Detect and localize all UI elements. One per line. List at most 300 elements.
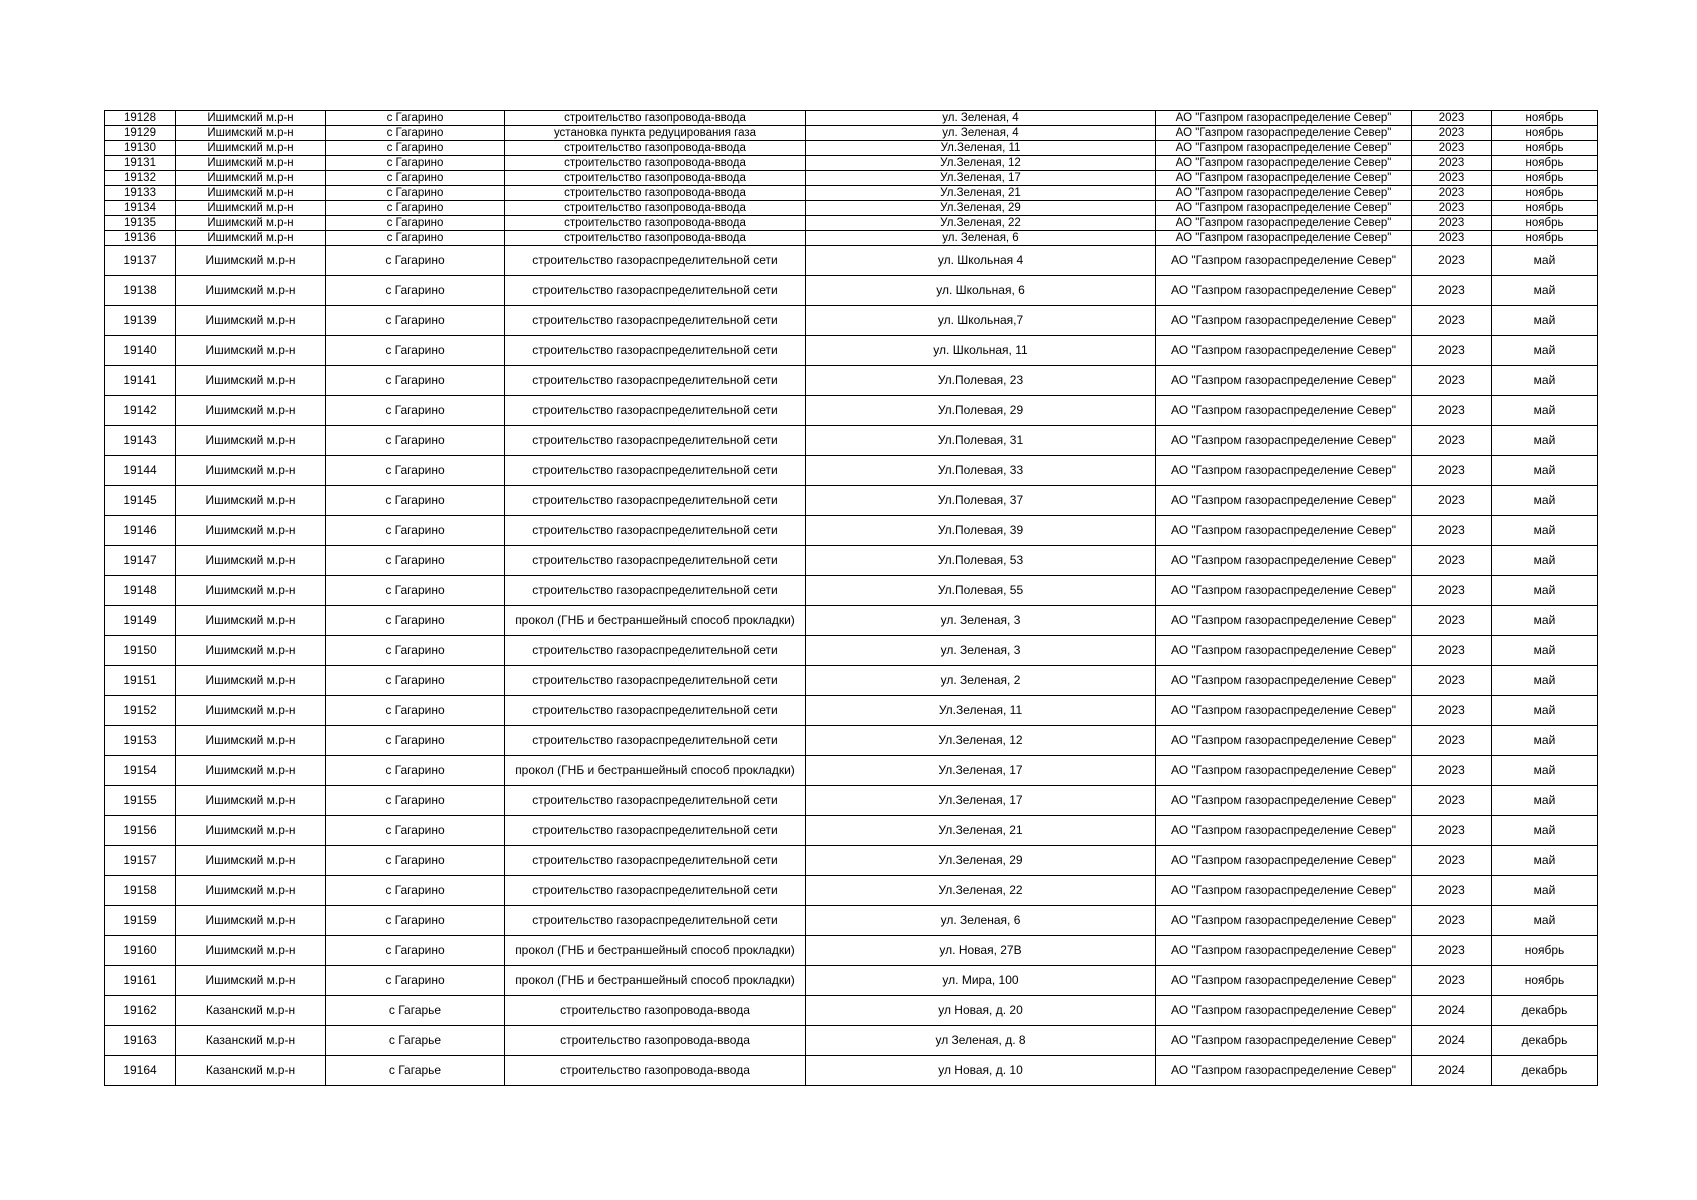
table-row bbox=[105, 876, 1598, 906]
cell-organization: АО "Газпром газораспределение Север" bbox=[1156, 996, 1412, 1026]
cell-organization: АО "Газпром газораспределение Север" bbox=[1156, 546, 1412, 576]
cell-work-type: строительство газораспределительной сети bbox=[505, 486, 806, 516]
cell-settlement: с Гагарино bbox=[326, 876, 505, 906]
cell-address: ул Новая, д. 20 bbox=[806, 996, 1156, 1026]
table-row bbox=[105, 171, 1598, 186]
cell-work-type: строительство газораспределительной сети bbox=[505, 876, 806, 906]
cell-organization: АО "Газпром газораспределение Север" bbox=[1156, 276, 1412, 306]
cell-settlement: с Гагарино bbox=[326, 486, 505, 516]
cell-address: ул Зеленая, д. 8 bbox=[806, 1026, 1156, 1056]
cell-work-type: строительство газопровода-ввода bbox=[505, 111, 806, 126]
cell-district: Ишимский м.р-н bbox=[176, 396, 326, 426]
cell-record-number: 19132 bbox=[105, 171, 176, 186]
cell-month: май bbox=[1492, 336, 1598, 366]
cell-month: май bbox=[1492, 306, 1598, 336]
cell-organization: АО "Газпром газораспределение Север" bbox=[1156, 1056, 1412, 1086]
cell-work-type: прокол (ГНБ и бестраншейный способ прокладки) bbox=[505, 966, 806, 996]
table-row bbox=[105, 216, 1598, 231]
cell-year: 2023 bbox=[1412, 936, 1492, 966]
cell-address: Ул.Зеленая, 21 bbox=[806, 816, 1156, 846]
cell-district: Ишимский м.р-н bbox=[176, 246, 326, 276]
cell-settlement: с Гагарино bbox=[326, 756, 505, 786]
cell-district: Ишимский м.р-н bbox=[176, 141, 326, 156]
cell-settlement: с Гагарино bbox=[326, 666, 505, 696]
cell-record-number: 19131 bbox=[105, 156, 176, 171]
table-row bbox=[105, 486, 1598, 516]
table-row bbox=[105, 111, 1598, 126]
cell-address: ул. Школьная,7 bbox=[806, 306, 1156, 336]
cell-district: Ишимский м.р-н bbox=[176, 816, 326, 846]
cell-record-number: 19161 bbox=[105, 966, 176, 996]
cell-settlement: с Гагарино bbox=[326, 846, 505, 876]
cell-record-number: 19145 bbox=[105, 486, 176, 516]
cell-record-number: 19133 bbox=[105, 186, 176, 201]
cell-settlement: с Гагарино bbox=[326, 726, 505, 756]
cell-district: Ишимский м.р-н bbox=[176, 366, 326, 396]
cell-work-type: строительство газораспределительной сети bbox=[505, 816, 806, 846]
cell-month: май bbox=[1492, 756, 1598, 786]
cell-month: май bbox=[1492, 786, 1598, 816]
cell-district: Ишимский м.р-н bbox=[176, 276, 326, 306]
cell-year: 2023 bbox=[1412, 516, 1492, 546]
cell-year: 2023 bbox=[1412, 186, 1492, 201]
cell-address: Ул.Зеленая, 29 bbox=[806, 846, 1156, 876]
cell-organization: АО "Газпром газораспределение Север" bbox=[1156, 456, 1412, 486]
cell-year: 2023 bbox=[1412, 201, 1492, 216]
cell-address: ул. Школьная, 11 bbox=[806, 336, 1156, 366]
cell-month: ноябрь bbox=[1492, 231, 1598, 246]
table-row bbox=[105, 156, 1598, 171]
cell-year: 2023 bbox=[1412, 426, 1492, 456]
table-row bbox=[105, 276, 1598, 306]
cell-year: 2024 bbox=[1412, 1056, 1492, 1086]
data-table bbox=[104, 110, 1598, 1086]
table-row bbox=[105, 306, 1598, 336]
cell-address: ул. Зеленая, 6 bbox=[806, 231, 1156, 246]
cell-organization: АО "Газпром газораспределение Север" bbox=[1156, 636, 1412, 666]
cell-settlement: с Гагарино bbox=[326, 816, 505, 846]
cell-address: ул. Зеленая, 6 bbox=[806, 906, 1156, 936]
cell-settlement: с Гагарино bbox=[326, 366, 505, 396]
cell-year: 2023 bbox=[1412, 111, 1492, 126]
cell-organization: АО "Газпром газораспределение Север" bbox=[1156, 966, 1412, 996]
cell-month: ноябрь bbox=[1492, 936, 1598, 966]
cell-address: Ул.Полевая, 31 bbox=[806, 426, 1156, 456]
cell-district: Ишимский м.р-н bbox=[176, 876, 326, 906]
cell-work-type: строительство газопровода-ввода bbox=[505, 141, 806, 156]
cell-month: ноябрь bbox=[1492, 171, 1598, 186]
cell-district: Ишимский м.р-н bbox=[176, 906, 326, 936]
table-row bbox=[105, 1056, 1598, 1086]
cell-address: Ул.Зеленая, 17 bbox=[806, 171, 1156, 186]
cell-record-number: 19152 bbox=[105, 696, 176, 726]
cell-month: май bbox=[1492, 516, 1598, 546]
cell-work-type: строительство газораспределительной сети bbox=[505, 516, 806, 546]
cell-record-number: 19156 bbox=[105, 816, 176, 846]
cell-district: Ишимский м.р-н bbox=[176, 171, 326, 186]
table-row bbox=[105, 846, 1598, 876]
table-row bbox=[105, 396, 1598, 426]
cell-organization: АО "Газпром газораспределение Север" bbox=[1156, 336, 1412, 366]
cell-month: май bbox=[1492, 396, 1598, 426]
cell-record-number: 19130 bbox=[105, 141, 176, 156]
cell-year: 2023 bbox=[1412, 816, 1492, 846]
cell-record-number: 19140 bbox=[105, 336, 176, 366]
cell-address: Ул.Полевая, 23 bbox=[806, 366, 1156, 396]
cell-work-type: строительство газопровода-ввода bbox=[505, 1056, 806, 1086]
cell-record-number: 19151 bbox=[105, 666, 176, 696]
table-row bbox=[105, 906, 1598, 936]
cell-district: Ишимский м.р-н bbox=[176, 216, 326, 231]
table-row bbox=[105, 426, 1598, 456]
cell-month: ноябрь bbox=[1492, 111, 1598, 126]
cell-organization: АО "Газпром газораспределение Север" bbox=[1156, 201, 1412, 216]
cell-record-number: 19158 bbox=[105, 876, 176, 906]
cell-organization: АО "Газпром газораспределение Север" bbox=[1156, 231, 1412, 246]
table-row bbox=[105, 696, 1598, 726]
cell-work-type: строительство газопровода-ввода bbox=[505, 216, 806, 231]
table-row bbox=[105, 966, 1598, 996]
cell-work-type: строительство газопровода-ввода bbox=[505, 156, 806, 171]
cell-year: 2023 bbox=[1412, 366, 1492, 396]
cell-address: ул. Школьная 4 bbox=[806, 246, 1156, 276]
cell-address: Ул.Зеленая, 17 bbox=[806, 786, 1156, 816]
cell-record-number: 19139 bbox=[105, 306, 176, 336]
cell-settlement: с Гагарино bbox=[326, 576, 505, 606]
cell-organization: АО "Газпром газораспределение Север" bbox=[1156, 1026, 1412, 1056]
cell-record-number: 19135 bbox=[105, 216, 176, 231]
cell-address: ул. Зеленая, 3 bbox=[806, 636, 1156, 666]
cell-settlement: с Гагарино bbox=[326, 246, 505, 276]
cell-settlement: с Гагарино bbox=[326, 516, 505, 546]
cell-month: май bbox=[1492, 546, 1598, 576]
cell-work-type: строительство газопровода-ввода bbox=[505, 231, 806, 246]
cell-record-number: 19146 bbox=[105, 516, 176, 546]
cell-address: Ул.Полевая, 33 bbox=[806, 456, 1156, 486]
cell-address: Ул.Полевая, 37 bbox=[806, 486, 1156, 516]
cell-district: Ишимский м.р-н bbox=[176, 576, 326, 606]
cell-district: Ишимский м.р-н bbox=[176, 201, 326, 216]
cell-year: 2023 bbox=[1412, 231, 1492, 246]
cell-district: Ишимский м.р-н bbox=[176, 786, 326, 816]
cell-settlement: с Гагарино bbox=[326, 696, 505, 726]
cell-organization: АО "Газпром газораспределение Север" bbox=[1156, 816, 1412, 846]
cell-district: Ишимский м.р-н bbox=[176, 846, 326, 876]
cell-district: Ишимский м.р-н bbox=[176, 696, 326, 726]
cell-record-number: 19136 bbox=[105, 231, 176, 246]
cell-year: 2023 bbox=[1412, 246, 1492, 276]
cell-district: Казанский м.р-н bbox=[176, 1026, 326, 1056]
cell-address: Ул.Полевая, 55 bbox=[806, 576, 1156, 606]
cell-year: 2023 bbox=[1412, 576, 1492, 606]
cell-record-number: 19159 bbox=[105, 906, 176, 936]
cell-address: Ул.Полевая, 39 bbox=[806, 516, 1156, 546]
table-row bbox=[105, 456, 1598, 486]
cell-settlement: с Гагарино bbox=[326, 906, 505, 936]
cell-record-number: 19138 bbox=[105, 276, 176, 306]
cell-address: ул. Новая, 27В bbox=[806, 936, 1156, 966]
cell-address: ул. Зеленая, 4 bbox=[806, 126, 1156, 141]
cell-year: 2023 bbox=[1412, 171, 1492, 186]
table-row bbox=[105, 201, 1598, 216]
cell-settlement: с Гагарино bbox=[326, 231, 505, 246]
cell-organization: АО "Газпром газораспределение Север" bbox=[1156, 696, 1412, 726]
cell-record-number: 19137 bbox=[105, 246, 176, 276]
cell-month: ноябрь bbox=[1492, 186, 1598, 201]
table-row bbox=[105, 246, 1598, 276]
cell-address: Ул.Зеленая, 12 bbox=[806, 156, 1156, 171]
cell-year: 2023 bbox=[1412, 636, 1492, 666]
cell-record-number: 19153 bbox=[105, 726, 176, 756]
cell-year: 2024 bbox=[1412, 1026, 1492, 1056]
cell-settlement: с Гагарино bbox=[326, 126, 505, 141]
cell-organization: АО "Газпром газораспределение Север" bbox=[1156, 186, 1412, 201]
cell-record-number: 19134 bbox=[105, 201, 176, 216]
cell-year: 2023 bbox=[1412, 141, 1492, 156]
cell-record-number: 19164 bbox=[105, 1056, 176, 1086]
cell-year: 2023 bbox=[1412, 396, 1492, 426]
cell-work-type: строительство газораспределительной сети bbox=[505, 456, 806, 486]
cell-record-number: 19154 bbox=[105, 756, 176, 786]
cell-work-type: прокол (ГНБ и бестраншейный способ прокладки) bbox=[505, 936, 806, 966]
table-row bbox=[105, 666, 1598, 696]
cell-organization: АО "Газпром газораспределение Север" bbox=[1156, 426, 1412, 456]
cell-address: ул Новая, д. 10 bbox=[806, 1056, 1156, 1086]
cell-record-number: 19149 bbox=[105, 606, 176, 636]
cell-month: ноябрь bbox=[1492, 216, 1598, 231]
table-row bbox=[105, 636, 1598, 666]
cell-work-type: строительство газораспределительной сети bbox=[505, 696, 806, 726]
cell-district: Ишимский м.р-н bbox=[176, 516, 326, 546]
cell-work-type: строительство газопровода-ввода bbox=[505, 1026, 806, 1056]
cell-settlement: с Гагарино bbox=[326, 336, 505, 366]
cell-month: май bbox=[1492, 456, 1598, 486]
cell-month: май bbox=[1492, 366, 1598, 396]
cell-district: Ишимский м.р-н bbox=[176, 966, 326, 996]
cell-month: май bbox=[1492, 426, 1598, 456]
cell-work-type: строительство газораспределительной сети bbox=[505, 726, 806, 756]
cell-work-type: строительство газораспределительной сети bbox=[505, 546, 806, 576]
cell-district: Ишимский м.р-н bbox=[176, 426, 326, 456]
cell-organization: АО "Газпром газораспределение Север" bbox=[1156, 171, 1412, 186]
cell-address: ул. Зеленая, 4 bbox=[806, 111, 1156, 126]
cell-work-type: прокол (ГНБ и бестраншейный способ прокладки) bbox=[505, 606, 806, 636]
cell-record-number: 19155 bbox=[105, 786, 176, 816]
cell-year: 2023 bbox=[1412, 756, 1492, 786]
cell-organization: АО "Газпром газораспределение Север" bbox=[1156, 726, 1412, 756]
cell-district: Ишимский м.р-н bbox=[176, 126, 326, 141]
cell-year: 2023 bbox=[1412, 216, 1492, 231]
cell-work-type: строительство газораспределительной сети bbox=[505, 906, 806, 936]
cell-month: ноябрь bbox=[1492, 156, 1598, 171]
cell-year: 2023 bbox=[1412, 876, 1492, 906]
table-row bbox=[105, 606, 1598, 636]
cell-district: Казанский м.р-н bbox=[176, 996, 326, 1026]
cell-record-number: 19150 bbox=[105, 636, 176, 666]
cell-month: май bbox=[1492, 486, 1598, 516]
cell-year: 2023 bbox=[1412, 726, 1492, 756]
cell-year: 2023 bbox=[1412, 966, 1492, 996]
cell-settlement: с Гагарино bbox=[326, 966, 505, 996]
table-row bbox=[105, 126, 1598, 141]
cell-settlement: с Гагарино bbox=[326, 636, 505, 666]
cell-address: ул. Зеленая, 2 bbox=[806, 666, 1156, 696]
cell-year: 2023 bbox=[1412, 156, 1492, 171]
table-row bbox=[105, 186, 1598, 201]
cell-record-number: 19143 bbox=[105, 426, 176, 456]
cell-organization: АО "Газпром газораспределение Север" bbox=[1156, 141, 1412, 156]
cell-organization: АО "Газпром газораспределение Север" bbox=[1156, 216, 1412, 231]
table-body bbox=[105, 111, 1598, 1086]
cell-year: 2023 bbox=[1412, 126, 1492, 141]
cell-year: 2023 bbox=[1412, 306, 1492, 336]
cell-record-number: 19141 bbox=[105, 366, 176, 396]
table-row bbox=[105, 786, 1598, 816]
cell-district: Ишимский м.р-н bbox=[176, 726, 326, 756]
cell-month: май bbox=[1492, 576, 1598, 606]
cell-district: Ишимский м.р-н bbox=[176, 546, 326, 576]
cell-work-type: строительство газораспределительной сети bbox=[505, 396, 806, 426]
table-row bbox=[105, 336, 1598, 366]
cell-organization: АО "Газпром газораспределение Север" bbox=[1156, 576, 1412, 606]
cell-month: ноябрь bbox=[1492, 141, 1598, 156]
table-row bbox=[105, 756, 1598, 786]
cell-record-number: 19142 bbox=[105, 396, 176, 426]
table-row bbox=[105, 366, 1598, 396]
cell-organization: АО "Газпром газораспределение Север" bbox=[1156, 396, 1412, 426]
cell-address: ул. Школьная, 6 bbox=[806, 276, 1156, 306]
cell-work-type: строительство газопровода-ввода bbox=[505, 186, 806, 201]
cell-district: Ишимский м.р-н bbox=[176, 666, 326, 696]
cell-settlement: с Гагарино bbox=[326, 141, 505, 156]
cell-address: Ул.Зеленая, 17 bbox=[806, 756, 1156, 786]
cell-work-type: строительство газораспределительной сети bbox=[505, 366, 806, 396]
cell-year: 2023 bbox=[1412, 906, 1492, 936]
cell-settlement: с Гагарино bbox=[326, 936, 505, 966]
cell-district: Ишимский м.р-н bbox=[176, 306, 326, 336]
table-row bbox=[105, 1026, 1598, 1056]
cell-organization: АО "Газпром газораспределение Север" bbox=[1156, 906, 1412, 936]
cell-settlement: с Гагарино bbox=[326, 111, 505, 126]
cell-record-number: 19157 bbox=[105, 846, 176, 876]
cell-year: 2023 bbox=[1412, 786, 1492, 816]
cell-organization: АО "Газпром газораспределение Север" bbox=[1156, 246, 1412, 276]
cell-record-number: 19147 bbox=[105, 546, 176, 576]
cell-month: декабрь bbox=[1492, 996, 1598, 1026]
cell-month: май bbox=[1492, 666, 1598, 696]
cell-month: ноябрь bbox=[1492, 126, 1598, 141]
cell-address: Ул.Зеленая, 29 bbox=[806, 201, 1156, 216]
table-row bbox=[105, 516, 1598, 546]
cell-month: декабрь bbox=[1492, 1026, 1598, 1056]
cell-year: 2023 bbox=[1412, 456, 1492, 486]
cell-month: май bbox=[1492, 876, 1598, 906]
cell-year: 2023 bbox=[1412, 276, 1492, 306]
cell-organization: АО "Газпром газораспределение Север" bbox=[1156, 366, 1412, 396]
cell-work-type: строительство газораспределительной сети bbox=[505, 276, 806, 306]
cell-settlement: с Гагарино bbox=[326, 396, 505, 426]
cell-month: май bbox=[1492, 606, 1598, 636]
cell-record-number: 19128 bbox=[105, 111, 176, 126]
cell-work-type: строительство газораспределительной сети bbox=[505, 786, 806, 816]
cell-settlement: с Гагарино bbox=[326, 156, 505, 171]
cell-district: Ишимский м.р-н bbox=[176, 336, 326, 366]
cell-year: 2023 bbox=[1412, 696, 1492, 726]
cell-address: Ул.Зеленая, 11 bbox=[806, 141, 1156, 156]
cell-year: 2023 bbox=[1412, 666, 1492, 696]
cell-record-number: 19162 bbox=[105, 996, 176, 1026]
cell-work-type: строительство газораспределительной сети bbox=[505, 636, 806, 666]
cell-year: 2023 bbox=[1412, 846, 1492, 876]
table-row bbox=[105, 231, 1598, 246]
cell-settlement: с Гагарино bbox=[326, 606, 505, 636]
cell-work-type: прокол (ГНБ и бестраншейный способ прокладки) bbox=[505, 756, 806, 786]
cell-month: май bbox=[1492, 636, 1598, 666]
cell-district: Ишимский м.р-н bbox=[176, 936, 326, 966]
cell-settlement: с Гагарино bbox=[326, 456, 505, 486]
cell-month: ноябрь bbox=[1492, 201, 1598, 216]
cell-address: ул. Мира, 100 bbox=[806, 966, 1156, 996]
cell-address: Ул.Зеленая, 22 bbox=[806, 216, 1156, 231]
cell-organization: АО "Газпром газораспределение Север" bbox=[1156, 786, 1412, 816]
cell-district: Ишимский м.р-н bbox=[176, 606, 326, 636]
table-row bbox=[105, 141, 1598, 156]
cell-work-type: строительство газораспределительной сети bbox=[505, 306, 806, 336]
cell-month: май bbox=[1492, 276, 1598, 306]
cell-address: Ул.Зеленая, 22 bbox=[806, 876, 1156, 906]
cell-settlement: с Гагарье bbox=[326, 996, 505, 1026]
cell-organization: АО "Газпром газораспределение Север" bbox=[1156, 846, 1412, 876]
cell-organization: АО "Газпром газораспределение Север" bbox=[1156, 486, 1412, 516]
cell-year: 2023 bbox=[1412, 546, 1492, 576]
cell-district: Ишимский м.р-н bbox=[176, 456, 326, 486]
cell-record-number: 19160 bbox=[105, 936, 176, 966]
cell-organization: АО "Газпром газораспределение Север" bbox=[1156, 876, 1412, 906]
cell-month: май bbox=[1492, 846, 1598, 876]
cell-settlement: с Гагарино bbox=[326, 546, 505, 576]
table-row bbox=[105, 546, 1598, 576]
cell-address: ул. Зеленая, 3 bbox=[806, 606, 1156, 636]
cell-organization: АО "Газпром газораспределение Север" bbox=[1156, 126, 1412, 141]
cell-district: Ишимский м.р-н bbox=[176, 231, 326, 246]
cell-organization: АО "Газпром газораспределение Север" bbox=[1156, 306, 1412, 336]
cell-year: 2023 bbox=[1412, 606, 1492, 636]
cell-year: 2024 bbox=[1412, 996, 1492, 1026]
cell-district: Казанский м.р-н bbox=[176, 1056, 326, 1086]
cell-work-type: строительство газопровода-ввода bbox=[505, 171, 806, 186]
cell-month: май bbox=[1492, 696, 1598, 726]
cell-organization: АО "Газпром газораспределение Север" bbox=[1156, 516, 1412, 546]
cell-month: май bbox=[1492, 906, 1598, 936]
cell-district: Ишимский м.р-н bbox=[176, 486, 326, 516]
cell-district: Ишимский м.р-н bbox=[176, 636, 326, 666]
cell-work-type: строительство газораспределительной сети bbox=[505, 666, 806, 696]
cell-settlement: с Гагарино bbox=[326, 786, 505, 816]
cell-address: Ул.Полевая, 53 bbox=[806, 546, 1156, 576]
cell-address: Ул.Зеленая, 11 bbox=[806, 696, 1156, 726]
cell-organization: АО "Газпром газораспределение Север" bbox=[1156, 756, 1412, 786]
cell-settlement: с Гагарино bbox=[326, 216, 505, 231]
cell-record-number: 19129 bbox=[105, 126, 176, 141]
cell-work-type: строительство газораспределительной сети bbox=[505, 576, 806, 606]
cell-work-type: строительство газораспределительной сети bbox=[505, 426, 806, 456]
cell-record-number: 19163 bbox=[105, 1026, 176, 1056]
cell-settlement: с Гагарино bbox=[326, 201, 505, 216]
cell-month: декабрь bbox=[1492, 1056, 1598, 1086]
cell-record-number: 19148 bbox=[105, 576, 176, 606]
cell-organization: АО "Газпром газораспределение Север" bbox=[1156, 111, 1412, 126]
cell-district: Ишимский м.р-н bbox=[176, 111, 326, 126]
